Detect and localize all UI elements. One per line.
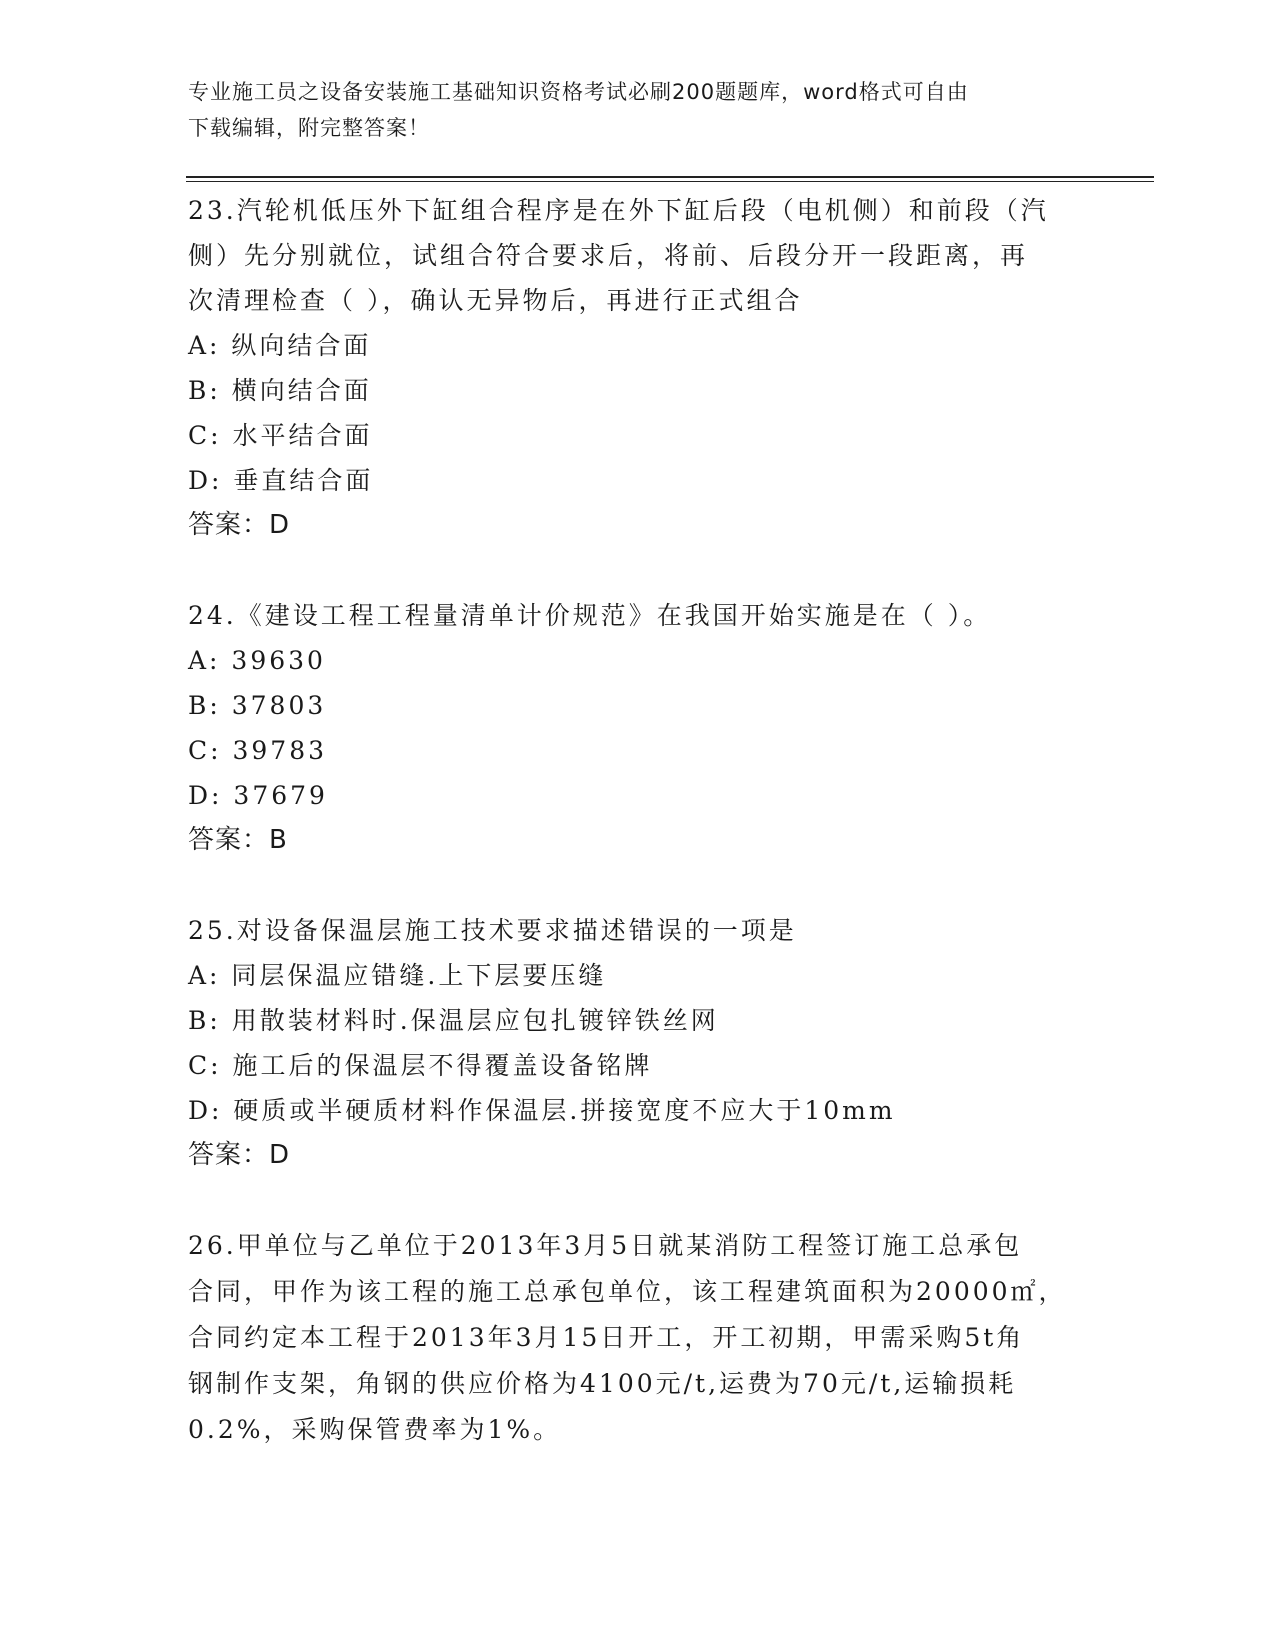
question-stem-line: 合同约定本工程于2013年3月15日开工，开工初期，甲需采购5t角 <box>188 1323 1025 1352</box>
option-c: C: 水平结合面 <box>188 421 373 450</box>
spacer <box>188 548 1068 593</box>
answer-line: 答案：D <box>188 510 291 540</box>
option-b: B: 37803 <box>188 691 327 720</box>
spacer <box>188 1178 1068 1223</box>
question-stem-line: 24.《建设工程工程量清单计价规范》在我国开始实施是在（ ）。 <box>188 601 992 630</box>
answer-line: 答案：B <box>188 825 288 855</box>
answer-line: 答案：D <box>188 1140 291 1170</box>
document-header <box>188 74 1068 146</box>
question-stem-line: 25.对设备保温层施工技术要求描述错误的一项是 <box>188 916 797 945</box>
option-b: B: 横向结合面 <box>188 376 372 405</box>
header-divider-thick <box>186 176 1154 178</box>
question-stem-line: 次清理检查（ ），确认无异物后，再进行正式组合 <box>188 286 803 315</box>
option-a: A: 纵向结合面 <box>188 331 372 360</box>
header-line-2: 下载编辑，附完整答案！ <box>188 116 430 140</box>
option-c: C: 39783 <box>188 736 328 765</box>
header-line-1: 专业施工员之设备安装施工基础知识资格考试必刷200题题库，word格式可自由 <box>188 80 969 104</box>
option-d: D: 37679 <box>188 781 328 810</box>
question-list <box>188 188 1068 1453</box>
option-d: D: 垂直结合面 <box>188 466 374 495</box>
question-stem-line: 侧）先分别就位，试组合符合要求后，将前、后段分开一段距离，再 <box>188 241 1029 270</box>
question-stem-line: 钢制作支架，角钢的供应价格为4100元/t,运费为70元/t,运输损耗 <box>188 1369 1017 1398</box>
option-a: A: 同层保温应错缝.上下层要压缝 <box>188 961 607 990</box>
question-stem-line: 合同，甲作为该工程的施工总承包单位，该工程建筑面积为20000㎡， <box>188 1277 1067 1306</box>
question-24 <box>188 593 1068 863</box>
option-d: D: 硬质或半硬质材料作保温层.拼接宽度不应大于10mm <box>188 1096 896 1125</box>
option-c: C: 施工后的保温层不得覆盖设备铭牌 <box>188 1051 653 1080</box>
spacer <box>188 863 1068 908</box>
option-b: B: 用散装材料时.保温层应包扎镀锌铁丝网 <box>188 1006 719 1035</box>
question-stem-line: 23.汽轮机低压外下缸组合程序是在外下缸后段（电机侧）和前段（汽 <box>188 196 1049 225</box>
question-23 <box>188 188 1068 548</box>
question-stem-line: 0.2%，采购保管费率为1%。 <box>188 1415 562 1444</box>
question-26 <box>188 1223 1068 1453</box>
option-a: A: 39630 <box>188 646 326 675</box>
header-divider-thin <box>186 181 1154 182</box>
question-stem-line: 26.甲单位与乙单位于2013年3月5日就某消防工程签订施工总承包 <box>188 1231 1023 1260</box>
question-25 <box>188 908 1068 1178</box>
